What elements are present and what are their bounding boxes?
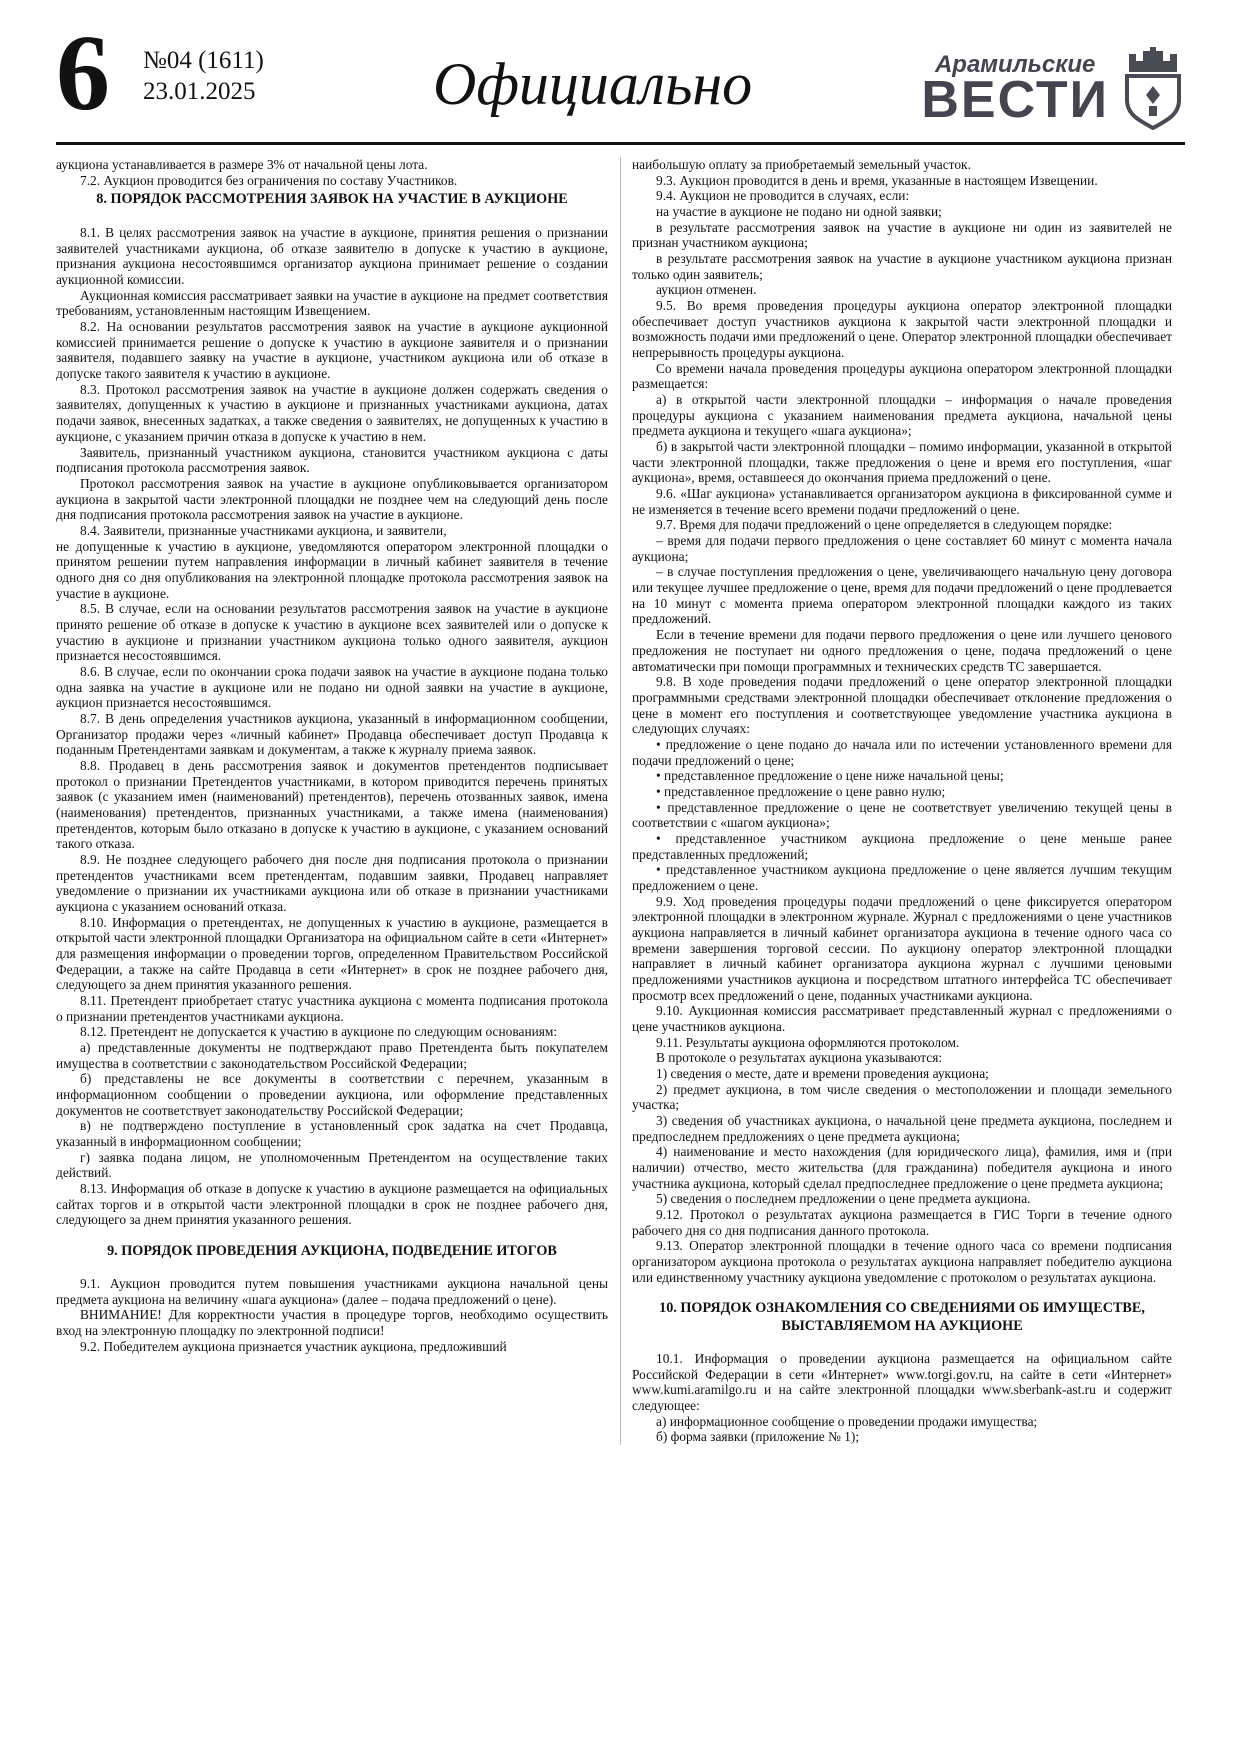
paragraph: В протоколе о результатах аукциона указываются: <box>656 1050 943 1066</box>
paragraph: а) информационное сообщение о проведении продажи имущества; <box>656 1413 1038 1429</box>
brand-text <box>921 50 1109 129</box>
paragraph: 9.2. Победителем аукциона признается участник аукциона, предложивший <box>80 1338 507 1354</box>
paragraph: 9.9. Ход проведения процедуры подачи предложений о цене фиксируется оператором электронной площадки в электронном журнале. Журнал с предложениями о цене участников аукциона направляется в личный кабинет организатора аукциона в течение одного часа со времени завершения торговой сессии. По аукциону оператор электронной площадки направляет в личный кабинет организатора аукциона журнал с лучшими ценовыми предложениями участников аукциона и посредством штатного интерфейса ТС обеспечивает просмотр всех предложений о цене, поданных участниками аукциона. <box>632 893 1172 1003</box>
paragraph: 7.2. Аукцион проводится без ограничения по составу Участников. <box>80 172 458 188</box>
paragraph: аукцион отменен. <box>656 282 757 298</box>
paragraph: 8.10. Информация о претендентах, не допущенных к участию в аукционе, размещается в открытой части электронной площадки Организатора на официальном сайте в сети «Интернет» для размещения информации о проведении торгов, определенном Правительством Российской Федерации, а также на сайте Продавца в сети «Интернет» в срок не позднее рабочего дня, следующего за днем принятия указанного решения. <box>56 914 608 993</box>
paragraph: 9.11. Результаты аукциона оформляются протоколом. <box>656 1034 960 1050</box>
issue-date: 23.01.2025 <box>143 77 256 105</box>
paragraph: не допущенные к участию в аукционе, уведомляются оператором электронной площадки о принятом решении путем направления информации в личный кабинет заявителя в течение одного дня со дня опубликования на электронной площадке протокола рассмотрения заявок на участие в аукционе. <box>56 538 608 601</box>
paragraph: 8.3. Протокол рассмотрения заявок на участие в аукционе должен содержать сведения о заявителях, допущенных к участию в аукционе и признанных участниками аукциона, датах подачи заявок, внесенных задатках, а также сведения о заявителях, не допущенных к участию в аукционе, с указанием причин отказа в допуске к участию в нем. <box>56 381 608 444</box>
paragraph: • представленное участником аукциона предложение о цене меньше ранее представленных предложений; <box>632 830 1172 862</box>
issue-block <box>143 46 264 107</box>
paragraph: в) не подтверждено поступление в установленный срок задатка на счет Продавца, указанный в информационном сообщении; <box>56 1118 608 1150</box>
paragraph: 8.11. Претендент приобретает статус участника аукциона с момента подписания протокола о признании претендентов участниками аукциона. <box>56 993 608 1024</box>
paragraph: • представленное предложение о цене не соответствует увеличению текущей цены в соответствии с «шагом аукциона»; <box>632 799 1172 831</box>
paragraph: в результате рассмотрения заявок на участие в аукционе ни один из заявителей не признан участником аукциона; <box>632 219 1172 251</box>
paragraph: 8.5. В случае, если на основании результатов рассмотрения заявок на участие в аукционе принято решение об отказе в допуске к участию в аукционе всех заявителей или о допуске к участию в аукционе и признании участником аукциона только одного заявителя, аукцион признается несостоявшимся. <box>56 601 608 664</box>
paragraph: 8.8. Продавец в день рассмотрения заявок и документов претендентов подписывает протокол о признании Претендентов участниками, в котором приводится перечень принятых заявок (с указанием имен (наименований) претендентов), перечень отозванных заявок, имена (наименования) претендентов, признанных участниками, а также имена (наименования) претендентов, которым было отказано в допуске к участию в аукционе, с указанием оснований такого отказа. <box>56 757 608 852</box>
brand-name-top: Арамильские <box>934 50 1096 78</box>
paragraph: • предложение о цене подано до начала или по истечении установленного времени для подачи предложений о цене; <box>632 736 1172 768</box>
paragraph: 9.12. Протокол о результатах аукциона размещается в ГИС Торги в течение одного рабочего дня со дня подписания данного протокола. <box>632 1207 1172 1238</box>
paragraph: 10.1. Информация о проведении аукциона размещается на официальном сайте Российской Федерации в сети «Интернет» www.torgi.gov.ru, на сайте в сети «Интернет» www.kumi.aramilgo.ru и на сайте электронной площадки www.sberbank-ast.ru и содержит следующее: <box>632 1350 1172 1413</box>
paragraph: Со времени начала проведения процедуры аукциона оператором электронной площадки размещается: <box>632 360 1172 392</box>
paragraph: • представленное участником аукциона предложение о цене является лучшим текущим предложением о цене. <box>632 862 1172 893</box>
article-body <box>56 157 1185 1445</box>
paragraph: 1) сведения о месте, дате и времени проведения аукциона; <box>656 1065 989 1081</box>
brand-name-bottom: ВЕСТИ <box>921 70 1109 129</box>
paragraph: 9.10. Аукционная комиссия рассматривает представленный журнал с предложениями о цене участников аукциона. <box>632 1003 1172 1034</box>
paragraph: г) заявка подана лицом, не уполномоченным Претендентом на осуществление таких действий. <box>56 1149 608 1181</box>
paragraph: 8.7. В день определения участников аукциона, указанный в информационном сообщении, Организатор продажи через «личный кабинет» Продавца обеспечивает доступ Продавца к поданным Претендентами заявкам и документам, а также к журналу приема заявок. <box>56 710 608 758</box>
section-heading: 8. ПОРЯДОК РАССМОТРЕНИЯ ЗАЯВОК НА УЧАСТИЕ В АУКЦИОНЕ <box>96 191 568 208</box>
paragraph: на участие в аукционе не подано ни одной заявки; <box>656 204 942 220</box>
page-header <box>56 14 1185 134</box>
paragraph: – в случае поступления предложения о цене, увеличивающего начальную цену договора или текущее лучшее предложение о цене, время для подачи предложений о цене продлевается на 10 минут с момента приема оператором электронной площадки каждого из таких предложений. <box>632 564 1172 627</box>
paragraph: Аукционная комиссия рассматривает заявки на участие в аукционе на предмет соответствия требованиям, установленным настоящим Извещением. <box>56 287 608 319</box>
paragraph: 9.1. Аукцион проводится путем повышения участниками аукциона начальной цены предмета аукциона на величину «шага аукциона» (далее – подача предложений о цене). <box>56 1275 608 1307</box>
paragraph: 8.6. В случае, если по окончании срока подачи заявок на участие в аукционе подана только одна заявка на участие в аукционе или не подано ни одной заявки на участие в аукционе, аукцион признается несостоявшимся. <box>56 663 608 711</box>
paragraph: 8.2. На основании результатов рассмотрения заявок на участие в аукционе аукционной комиссией принимается решение о допуске к участию в аукционе заявителя и о признании заявителя, подавшего заявку на участие в аукционе, участником аукциона или об отказе в допуске такого заявителя к участию в аукционе. <box>56 319 608 382</box>
paragraph: б) представлены не все документы в соответствии с перечнем, указанным в информационном сообщении о проведении аукциона, или оформление представленных документов не соответствует законодательству Российской Федерации; <box>56 1071 608 1118</box>
page-number: 6 <box>56 14 107 133</box>
paragraph: а) в открытой части электронной площадки – информация о начале проведения процедуры аукциона с указанием наименования предмета аукциона, начальной цены предмета аукциона и текущего «шага аукциона»; <box>632 392 1172 439</box>
paragraph: 9.13. Оператор электронной площадки в течение одного часа со времени подписания организатором аукциона протокола о результатах аукциона направляет победителю аукциона или единственному участнику аукциона уведомление с протоколом о результатах аукциона. <box>632 1238 1172 1285</box>
paragraph: а) представленные документы не подтверждают право Претендента быть покупателем имущества в соответствии с законодательством Российской Федерации; <box>56 1040 608 1071</box>
paragraph: б) в закрытой части электронной площадки – помимо информации, указанной в открытой части электронной площадки, также предложения о цене и время его поступления, «шаг аукциона», время, оставшееся до окончания приема предложений о цене. <box>632 439 1172 486</box>
left-column <box>56 157 608 1445</box>
header-rule <box>56 142 1185 145</box>
paragraph: 9.6. «Шаг аукциона» устанавливается организатором аукциона в фиксированной сумме и не изменяется в течение всего времени подачи предложений о цене. <box>632 486 1172 517</box>
paragraph: 8.1. В целях рассмотрения заявок на участие в аукционе, принятия решения о признании заявителей участниками аукциона, об отказе заявителю в допуске к участию в аукционе, признания аукциона несостоявшимся организатор аукциона принимает решение о создании аукционной комиссии. <box>56 225 608 288</box>
section-heading: 10. ПОРЯДОК ОЗНАКОМЛЕНИЯ СО СВЕДЕНИЯМИ ОБ ИМУЩЕСТВЕ, ВЫСТАВЛЯЕМОМ НА АУКЦИОНЕ <box>659 1300 1145 1335</box>
paragraph: 9.4. Аукцион не проводится в случаях, если: <box>656 188 910 204</box>
paragraph: 8.9. Не позднее следующего рабочего дня после дня подписания протокола о признании претендентов участниками всем претендентам, подавшим заявки, Продавец направляет уведомление о признании их участниками аукциона или об отказе в признании участниками аукциона с указанием оснований отказа. <box>56 851 608 914</box>
paragraph: 9.3. Аукцион проводится в день и время, указанные в настоящем Извещении. <box>656 172 1098 188</box>
paragraph: • представленное предложение о цене равно нулю; <box>656 783 946 799</box>
section-masthead: Официально <box>433 51 753 117</box>
paragraph: 4) наименование и место нахождения (для юридического лица), фамилия, имя и (при наличии) отчество, место жительства (для гражданина) победителя аукциона и иного участника аукциона, который сделал предпоследнее предложение о цене предмета аукциона; <box>632 1144 1172 1191</box>
newspaper-brand <box>921 46 1185 130</box>
paragraph: 2) предмет аукциона, в том числе сведения о местоположении и площади земельного участка; <box>632 1081 1172 1113</box>
paragraph: Заявитель, признанный участником аукциона, становится участником аукциона с даты подписания протокола рассмотрения заявок. <box>56 444 608 476</box>
right-column <box>620 157 1172 1445</box>
paragraph: в результате рассмотрения заявок на участие в аукционе участником аукциона признан только один заявитель; <box>632 251 1172 282</box>
paragraph: наибольшую оплату за приобретаемый земельный участок. <box>632 157 971 172</box>
section-heading: 9. ПОРЯДОК ПРОВЕДЕНИЯ АУКЦИОНА, ПОДВЕДЕНИЕ ИТОГОВ <box>107 1243 557 1260</box>
paragraph: Если в течение времени для подачи первого предложения о цене или лучшего ценового предложения не поступает ни одного предложения о цене, подача предложений о цене автоматически при помощи программных и технических средств ТС завершается. <box>632 627 1172 674</box>
paragraph: 8.4. Заявители, признанные участниками аукциона, и заявители, <box>80 522 447 538</box>
paragraph: Протокол рассмотрения заявок на участие в аукционе опубликовывается организатором аукциона в закрытой части электронной площадки не позднее чем на следующий день после дня подписания протокола рассмотрения заявок на участие в аукционе. <box>56 475 608 523</box>
paragraph: 8.13. Информация об отказе в допуске к участию в аукционе размещается на официальных сайтах торгов и в открытой части электронной площадки в срок не позднее рабочего дня, следующего за днем принятия указанного решения. <box>56 1181 608 1228</box>
paragraph: • представленное предложение о цене ниже начальной цены; <box>656 768 1004 784</box>
paragraph: 8.12. Претендент не допускается к участию в аукционе по следующим основаниям: <box>80 1024 558 1040</box>
paragraph: б) форма заявки (приложение № 1); <box>656 1429 860 1445</box>
paragraph: 5) сведения о последнем предложении о цене предмета аукциона. <box>656 1191 1031 1207</box>
paragraph: – время для подачи первого предложения о цене составляет 60 минут с момента начала аукциона; <box>632 533 1172 564</box>
paragraph: 9.5. Во время проведения процедуры аукциона оператор электронной площадки обеспечивает доступ участников аукциона к закрытой части электронной площадки и возможность подачи ими предложений о цене. Оператор электронной площадки обеспечивает непрерывность процедуры аукциона. <box>632 298 1172 361</box>
paragraph: ВНИМАНИЕ! Для корректности участия в процедуре торгов, необходимо осуществить вход на электронную площадку по электронной подписи! <box>56 1307 608 1338</box>
paragraph: аукциона устанавливается в размере 3% от начальной цены лота. <box>56 157 428 172</box>
paragraph: 9.8. В ходе проведения подачи предложений о цене оператор электронной площадки программными средствами электронной площадки обеспечивает отклонение предложения о цене в момент его поступления и соответствующее уведомление участника аукциона в следующих случаях: <box>632 674 1172 737</box>
paragraph: 9.7. Время для подачи предложений о цене определяется в следующем порядке: <box>656 517 1113 533</box>
coat-of-arms-icon <box>1121 46 1185 130</box>
issue-number: №04 (1611) <box>143 47 264 74</box>
paragraph: 3) сведения об участниках аукциона, о начальной цене предмета аукциона, последнем и предпоследнем предложениях о цене предмета аукциона; <box>632 1112 1172 1144</box>
